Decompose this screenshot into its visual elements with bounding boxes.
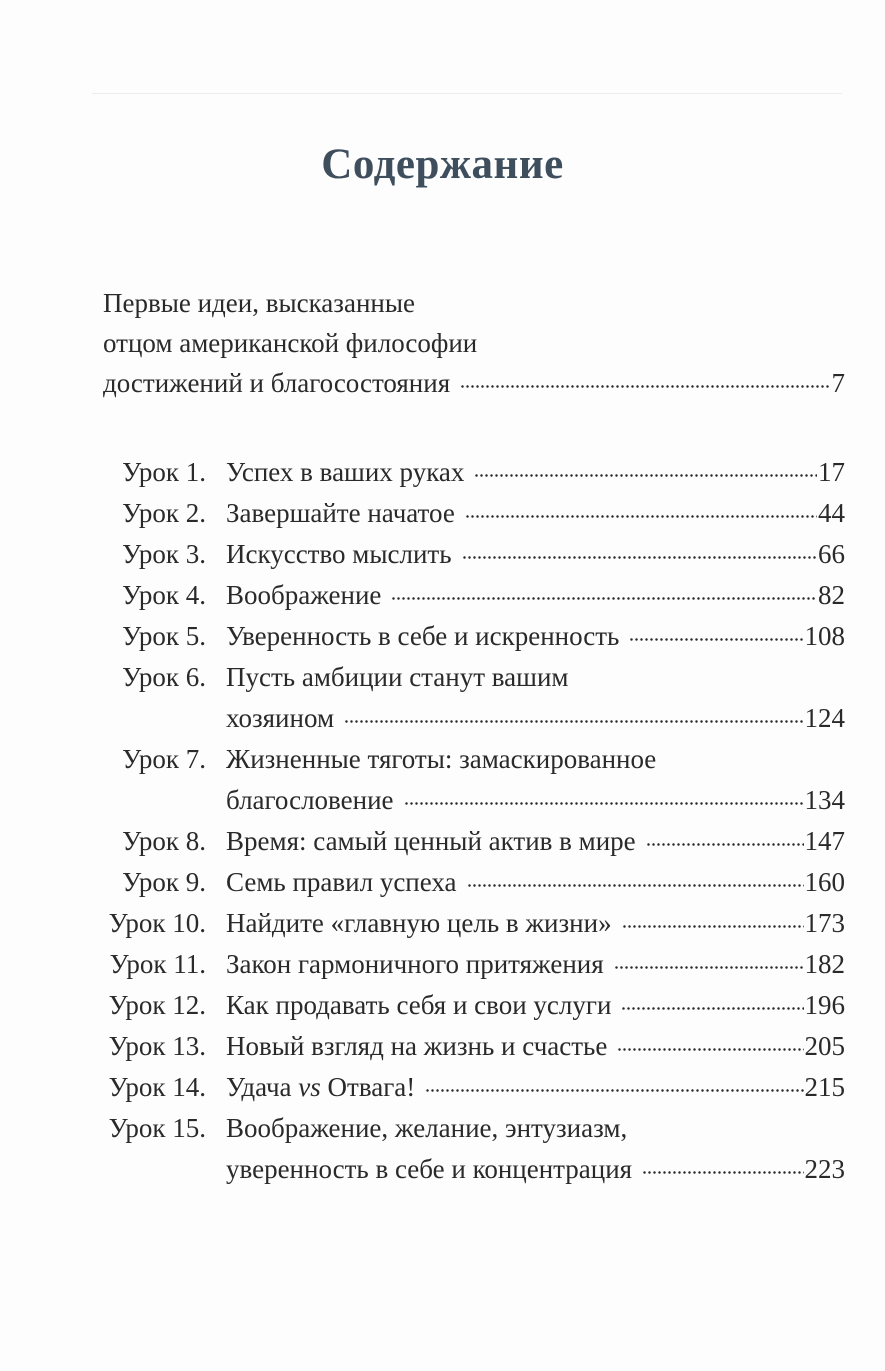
lesson-title-block — [226, 575, 845, 616]
toc-entry — [0, 657, 885, 739]
lesson-title-line: Закон гармоничного притяжения — [226, 949, 604, 979]
dot-leader — [460, 367, 830, 394]
lesson-title-block — [226, 1026, 845, 1067]
lesson-title-block — [226, 985, 845, 1026]
page-number: 134 — [804, 785, 845, 815]
toc-intro-entry — [103, 283, 845, 403]
lesson-title-line: Воображение, желание, энтузиазм, — [226, 1113, 628, 1143]
lesson-label: Урок 1. — [122, 457, 206, 487]
lesson-title-block — [226, 452, 845, 493]
lesson-leader-line — [226, 698, 845, 739]
toc-entry — [0, 534, 885, 575]
dot-leader — [462, 538, 817, 565]
lesson-label: Урок 15. — [108, 1113, 206, 1143]
page-number: 66 — [818, 539, 845, 569]
page-number: 108 — [804, 621, 845, 651]
page-number: 44 — [818, 498, 845, 528]
dot-leader — [622, 907, 804, 934]
lesson-title-line: Искусство мыслить — [226, 539, 452, 569]
lesson-title-block — [226, 903, 845, 944]
title-part: Удача — [226, 1072, 299, 1102]
intro-line-2: отцом американской философии — [103, 328, 478, 358]
lesson-title-line: Пусть амбиции станут вашим — [226, 662, 569, 692]
dot-leader — [642, 1153, 803, 1180]
lesson-label: Урок 12. — [108, 990, 206, 1020]
lesson-title-line: Время: самый ценный актив в мире — [226, 826, 636, 856]
lesson-label: Урок 4. — [122, 580, 206, 610]
lesson-title-block — [226, 616, 845, 657]
toc-entry — [0, 739, 885, 821]
lesson-label: Урок 10. — [108, 908, 206, 938]
dot-leader — [617, 1030, 803, 1057]
page-number: 182 — [804, 949, 845, 979]
page-number: 205 — [804, 1031, 845, 1061]
lesson-title-block — [226, 739, 845, 821]
lesson-leader-line — [226, 493, 845, 534]
lesson-title-line: Новый взгляд на жизнь и счастье — [226, 1031, 608, 1061]
toc-entry — [0, 862, 885, 903]
lesson-title-block — [226, 493, 845, 534]
page-number: 7 — [831, 368, 845, 398]
page-number: 196 — [804, 990, 845, 1020]
title-part: Отвага! — [320, 1072, 416, 1102]
lesson-title-line: благословение — [226, 785, 394, 815]
toc-entry — [0, 452, 885, 493]
lesson-title-line: уверенность в себе и концентрация — [226, 1154, 633, 1184]
lesson-leader-line — [226, 821, 845, 862]
dot-leader — [465, 497, 817, 524]
toc-entry — [0, 1026, 885, 1067]
lesson-leader-line — [226, 1149, 845, 1190]
lesson-title-block — [226, 534, 845, 575]
toc-entry — [0, 985, 885, 1026]
page-title: Содержание — [321, 141, 564, 188]
lesson-title-line: Уверенность в себе и искренность — [226, 621, 620, 651]
lesson-title-line: Завершайте начатое — [226, 498, 455, 528]
page-number: 17 — [818, 457, 845, 487]
lesson-label: Урок 14. — [108, 1072, 206, 1102]
lesson-leader-line — [226, 1067, 845, 1108]
lesson-leader-line — [226, 575, 845, 616]
lesson-title-block — [226, 944, 845, 985]
lesson-label: Урок 7. — [122, 744, 206, 774]
dot-leader — [621, 989, 803, 1016]
lesson-label: Урок 9. — [122, 867, 206, 897]
dot-leader — [344, 702, 803, 729]
page-number: 173 — [804, 908, 845, 938]
lesson-title-block — [226, 821, 845, 862]
dot-leader — [467, 866, 804, 893]
page-number: 147 — [804, 826, 845, 856]
page-number: 160 — [804, 867, 845, 897]
intro-leader-line — [103, 363, 845, 403]
lesson-label: Урок 8. — [122, 826, 206, 856]
toc-entry — [0, 1108, 885, 1190]
lesson-leader-line — [226, 616, 845, 657]
lesson-leader-line — [226, 780, 845, 821]
lesson-title-block — [226, 1108, 845, 1190]
toc-entry — [0, 1067, 885, 1108]
dot-leader — [474, 456, 817, 483]
lesson-title-line: Воображение — [226, 580, 382, 610]
lesson-title-block — [226, 1067, 845, 1108]
lesson-title-line: хозяином — [226, 703, 335, 733]
intro-line-1: Первые идеи, высказанные — [103, 288, 415, 318]
lesson-title-line: Успех в ваших руках — [226, 457, 465, 487]
toc-entry — [0, 493, 885, 534]
lesson-title-line: Как продавать себя и свои услуги — [226, 990, 612, 1020]
toc-entry — [0, 944, 885, 985]
lesson-label: Урок 6. — [122, 662, 206, 692]
lesson-leader-line — [226, 903, 845, 944]
lesson-leader-line — [226, 985, 845, 1026]
dot-leader — [404, 784, 804, 811]
dot-leader — [425, 1071, 803, 1098]
lesson-leader-line — [226, 534, 845, 575]
lesson-title-line: Жизненные тяготы: замаскированное — [226, 744, 657, 774]
dot-leader — [391, 579, 817, 606]
lesson-label: Урок 11. — [109, 949, 206, 979]
intro-line-3: достижений и благосостояния — [103, 368, 451, 398]
lesson-leader-line — [226, 1026, 845, 1067]
page-number: 82 — [818, 580, 845, 610]
dot-leader — [629, 620, 803, 647]
toc-entry — [0, 616, 885, 657]
page-number: 215 — [804, 1072, 845, 1102]
lesson-leader-line — [226, 862, 845, 903]
lesson-title-block — [226, 862, 845, 903]
show-through-rule — [92, 93, 842, 95]
lesson-title-line — [226, 1067, 425, 1108]
page-number: 124 — [804, 703, 845, 733]
lesson-label: Урок 5. — [122, 621, 206, 651]
versus-italic: vs — [298, 1072, 321, 1102]
lesson-title-line: Найдите «главную цель в жизни» — [226, 908, 612, 938]
lesson-leader-line — [226, 452, 845, 493]
lesson-title-block — [226, 657, 845, 739]
lesson-leader-line — [226, 944, 845, 985]
toc-entry — [0, 903, 885, 944]
lesson-label: Урок 13. — [108, 1031, 206, 1061]
toc-entry — [0, 821, 885, 862]
dot-leader — [614, 948, 804, 975]
lesson-label: Урок 3. — [122, 539, 206, 569]
lesson-label: Урок 2. — [122, 498, 206, 528]
toc-entry — [0, 575, 885, 616]
lesson-title-line: Семь правил успеха — [226, 867, 457, 897]
page-number: 223 — [804, 1154, 845, 1184]
dot-leader — [646, 825, 804, 852]
